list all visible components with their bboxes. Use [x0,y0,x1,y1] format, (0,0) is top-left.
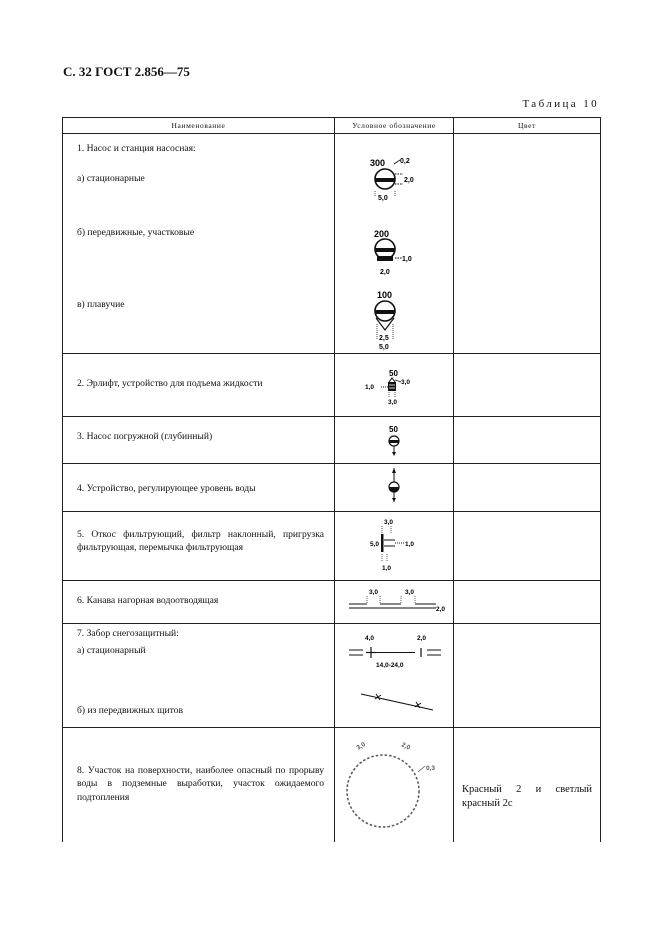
label-2-0: 2,0 [400,741,412,752]
table-row [63,512,601,581]
row-3-color-cell [454,417,601,464]
filter-slope-symbol [335,512,454,581]
column-header-name: Наименование [63,118,335,134]
table-number: Таблица 10 [522,98,599,110]
row-6-symbol-cell [335,581,454,624]
label-1-0-bottom: 1,0 [382,565,392,572]
table-row [63,581,601,624]
row-4-title: 4. Устройство, регулирующее уровень воды [77,483,256,494]
row-2-symbol-cell [335,354,454,417]
row-1-name-cell [63,134,335,354]
row-1-title: 1. Насос и станция насосная: [77,143,196,154]
pump-symbols [335,134,454,354]
label-50: 50 [389,369,398,378]
row-3-symbol-cell [335,417,454,464]
row-2-name-cell [63,354,335,417]
row-5-name-cell [63,512,335,581]
row-4-color-cell [454,464,601,512]
label-3-0: 3,0 [384,519,394,526]
page-header: С. 32 ГОСТ 2.856—75 [63,64,190,79]
row-7-color-cell [454,624,601,728]
floating-pump-symbol [375,290,395,351]
row-4-name-cell [63,464,335,512]
label-2-0: 2,0 [404,177,414,184]
snow-fence-symbols [335,624,454,728]
table-row [63,354,601,417]
label-200: 200 [374,229,390,239]
label-2-0: 2,0 [417,635,427,642]
hazard-area-symbol [335,728,454,842]
row-2-title: 2. Эрлифт, устройство для подъема жидкости [77,378,263,389]
row-6-title: 6. Канава нагорная водоотводящая [77,595,219,606]
level-regulator-symbol [335,464,454,512]
airlift-symbol [335,354,454,417]
label-0-3: 0,3 [426,765,436,772]
table-header-row [63,118,601,134]
label-300: 300 [370,158,386,168]
row-8-color-cell [454,728,601,842]
label-1-0-right: 1,0 [405,541,415,548]
label-5-0-c: 5,0 [379,344,389,351]
label-1-0: 1,0 [365,384,375,391]
row-8-title: 8. Участок на поверхности, наиболее опасный по прорыву воды в подземные выработки, участок ожидаемого подтопления [77,765,324,803]
row-5-symbol-cell [335,512,454,581]
label-3-0-b: 3,0 [405,589,415,596]
symbols-table [62,117,601,842]
label-14-24: 14,0-24,0 [376,662,404,669]
submersible-pump-symbol [335,417,454,464]
row-7-item-a: а) стационарный [77,645,146,656]
row-6-color-cell [454,581,601,624]
stationary-pump-symbol [370,158,414,202]
row-1-symbol-cell [335,134,454,354]
label-4-0: 4,0 [365,635,375,642]
ditch-symbol [335,581,454,624]
table-row [63,134,601,354]
label-50-b: 50 [389,425,398,434]
label-100: 100 [377,290,393,300]
row-1-item-c: в) плавучие [77,299,125,310]
table-row [63,464,601,512]
table-row [63,728,601,842]
label-5-0: 5,0 [378,195,388,202]
row-5-color-cell [454,512,601,581]
row-7-symbol-cell [335,624,454,728]
row-1-item-b: б) передвижные, участковые [77,227,195,238]
column-header-color: Цвет [454,118,601,134]
stationary-snow-fence-symbol [349,635,441,669]
row-8-name-cell [63,728,335,842]
mobile-snow-fence-symbol [361,694,433,710]
label-0-2: 0,2 [400,158,410,165]
row-7-item-b: б) из передвижных щитов [77,705,183,716]
mobile-pump-symbol [374,229,412,276]
label-5-0: 5,0 [370,541,380,548]
row-1-color-cell [454,134,601,354]
row-8-color: Красный 2 и светлый красный 2с [462,783,592,810]
table-row [63,417,601,464]
label-1-0: 1,0 [402,256,412,263]
row-8-symbol-cell [335,728,454,842]
row-3-title: 3. Насос погружной (глубинный) [77,431,213,442]
table-row [63,624,601,728]
column-header-symbol: Условное обозначение [335,118,454,134]
row-7-name-cell [63,624,335,728]
label-2-0-b: 2,0 [380,269,390,276]
label-3-0-bottom: 3,0 [388,399,398,406]
row-2-color-cell [454,354,601,417]
label-3-0-a: 3,0 [369,589,379,596]
label-2-5: 2,5 [379,335,389,342]
row-1-item-a: а) стационарные [77,173,145,184]
row-4-symbol-cell [335,464,454,512]
label-3-0: 3,0 [355,741,367,752]
row-3-name-cell [63,417,335,464]
row-7-title: 7. Забор снегозащитный: [77,628,179,639]
label-3-0-top: 3,0 [401,379,411,386]
row-5-title: 5. Откос фильтрующий, фильтр наклонный, пригрузка фильтрующая, перемычка фильтрующая [77,529,324,554]
row-6-name-cell [63,581,335,624]
label-2-0: 2,0 [436,606,446,613]
